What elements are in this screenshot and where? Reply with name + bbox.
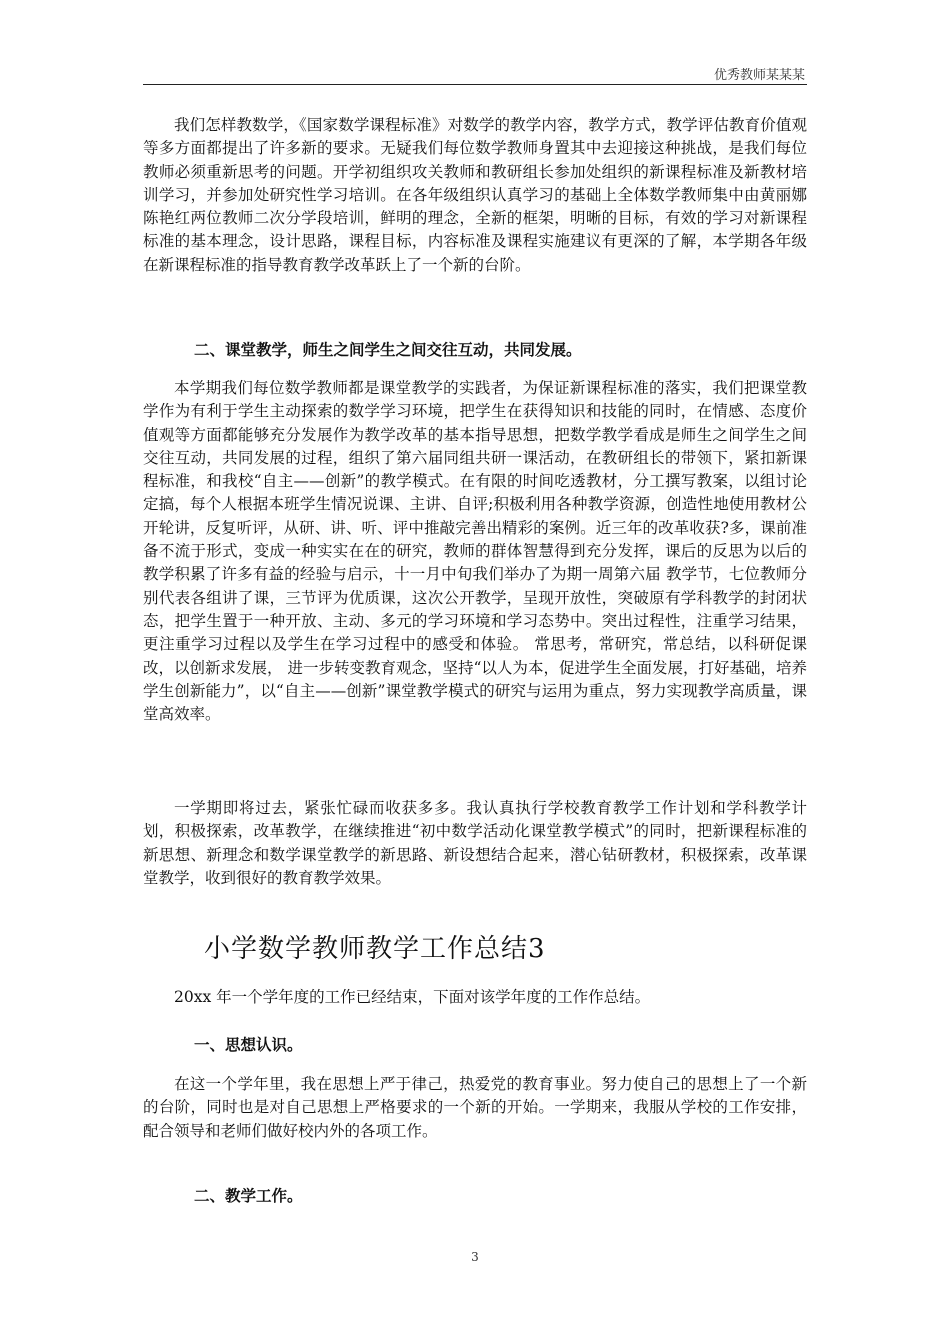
page-header-text: 优秀教师某某某 [713, 68, 805, 83]
section-heading-ideology: 一、思想认识。 [194, 1036, 303, 1054]
page-number: 3 [471, 1250, 479, 1264]
section-heading-classroom-teaching: 二、课堂教学，师生之间学生之间交往互动，共同发展。 [194, 341, 582, 359]
header-divider [143, 84, 807, 85]
paragraph-intro: 20xx 年一个学年度的工作已经结束，下面对该学年度的工作作总结。 [174, 988, 651, 1006]
paragraph-classroom-practice: 本学期我们每位数学教师都是课堂教学的实践者，为保证新课程标准的落实，我们把课堂教学作为有利于学生主动探索的数学学习环境，把学生在获得知识和技能的同时，在情感、态度价值观等方面都能够充分发展作为教学改革的基本指导思想，把数学教学看成是师生之间学生之间交往互动，共同发展的过程，组织了第六届同组共研一课活动，在教研组长的带领下，紧扣新课程标准，和我校“自主——创新”的教学模式。在有限的时间吃透教材，分工撰写教案，以组讨论定搞，每个人根据本班学生情况说课、主讲、自评;积极利用各种教学资源，创造性地使用教材公开轮讲，反复听评，从研、讲、听、评中推敲完善出精彩的案例。近三年的改革收获?多，课前准备不流于形式，变成一种实实在在的研究，教师的群体智慧得到充分发挥，课后的反思为以后的教学积累了许多有益的经验与启示，十一月中旬我们举办了为期一周第六届 教学节，七位教师分别代表各组讲了课，三节评为优质课，这次公开教学，呈现开放性，突破原有学科教学的封闭状态，把学生置于一种开放、主动、多元的学习环境和学习态势中。突出过程性，注重学习结果，更注重学习过程以及学生在学习过程中的感受和体验。 常思考，常研究，常总结，以科研促课改，以创新求发展， 进一步转变教育观念，坚持“以人为本，促进学生全面发展，打好基础，培养学生创新能力”，以“自主——创新”课堂教学模式的研究与运用为重点，努力实现教学高质量，课堂高效率。 [143, 379, 807, 724]
paragraph-ideology: 在这一个学年里，我在思想上严于律己，热爱党的教育事业。努力使自己的思想上了一个新的台阶，同时也是对自己思想上严格要求的一个新的开始。一学期来，我服从学校的工作安排，配合领导和老师们做好校内外的各项工作。 [143, 1075, 807, 1140]
document-title: 小学数学教师教学工作总结3 [204, 934, 546, 964]
section-heading-teaching-work: 二、教学工作。 [194, 1187, 303, 1205]
paragraph-curriculum-standards: 我们怎样教数学，《国家数学课程标准》对数学的教学内容，教学方式，教学评估教育价值观等多方面都提出了许多新的要求。无疑我们每位数学教师身置其中去迎接这种挑战，是我们每位教师必须重新思考的问题。开学初组织攻关教师和教研组长参加处组织的新课程标准及新教材培训学习，并参加处研究性学习培训。在各年级组织认真学习的基础上全体数学教师集中由黄丽娜陈艳红两位教师二次分学段培训，鲜明的理念，全新的框架，明晰的目标，有效的学习对新课程标准的基本理念，设计思路，课程目标，内容标准及课程实施建议有更深的了解，本学期各年级在新课程标准的指导教育教学改革跃上了一个新的台阶。 [143, 116, 807, 274]
paragraph-semester-summary: 一学期即将过去，紧张忙碌而收获多多。我认真执行学校教育教学工作计划和学科教学计划，积极探索，改革教学，在继续推进“初中数学活动化课堂教学模式”的同时，把新课程标准的新思想、新理念和数学课堂教学的新思路、新设想结合起来，潜心钻研教材，积极探索，改革课堂教学，收到很好的教育教学效果。 [143, 799, 807, 887]
